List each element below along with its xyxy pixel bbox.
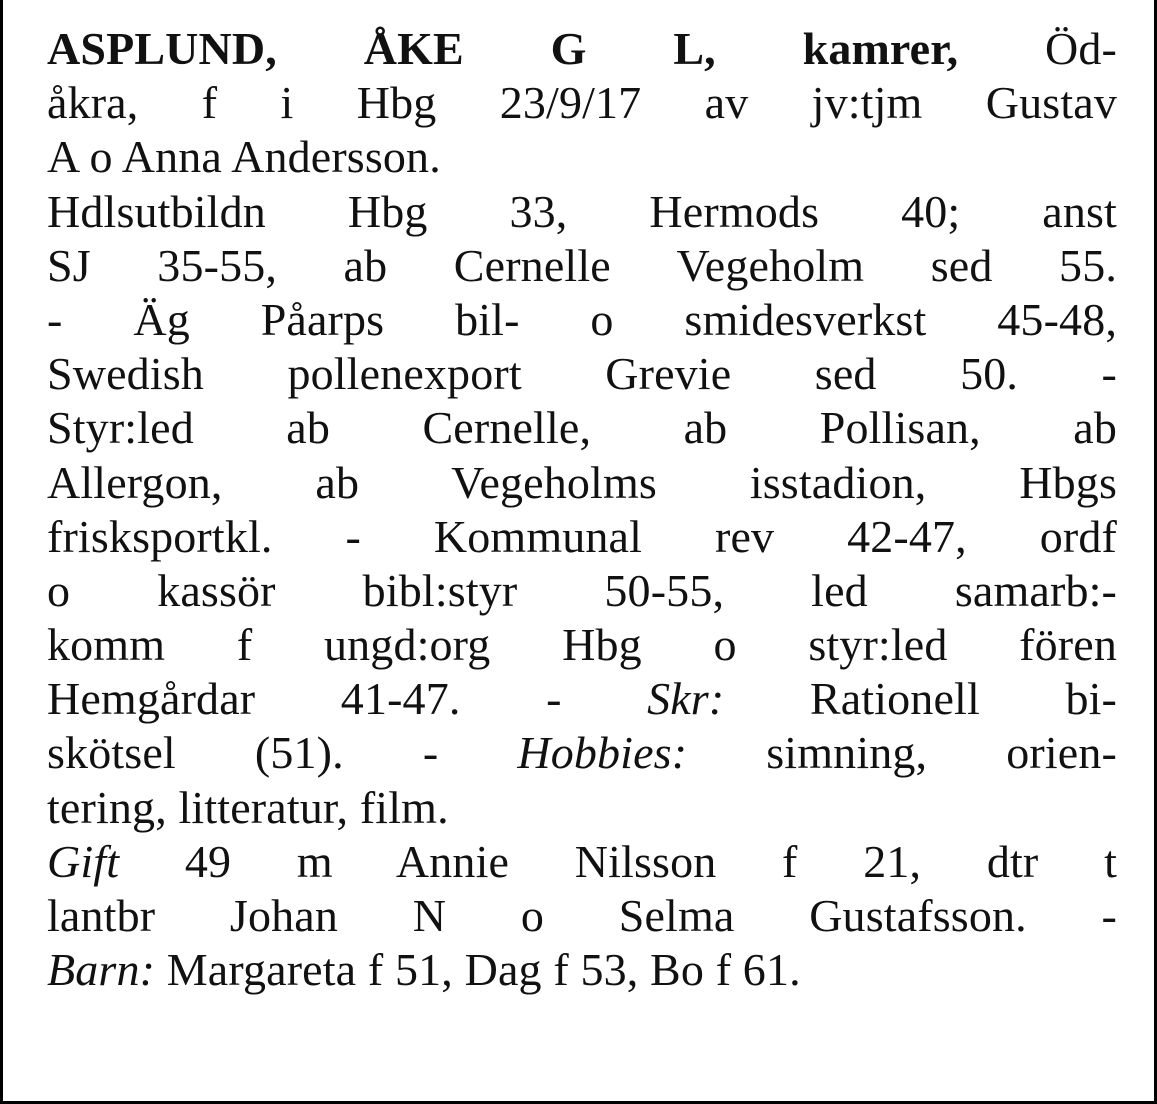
text-line	[47, 130, 1117, 184]
text-segment: Allergon, ab Vegeholms isstadion, Hbgs	[47, 456, 1117, 508]
text-line	[47, 510, 1117, 564]
text-line	[47, 347, 1117, 401]
text-segment: lantbr Johan N o Selma Gustafsson. -	[47, 890, 1117, 941]
text-line	[47, 943, 1117, 997]
section-label: Hobbies:	[517, 727, 688, 779]
text-segment: Öd-	[958, 23, 1117, 74]
text-segment: tering, litteratur, film.	[47, 781, 449, 833]
text-segment: skötsel (51). -	[47, 727, 518, 779]
text-segment: frisksportkl. - Kommunal rev 42-47, ordf	[47, 510, 1117, 562]
text-segment: Swedish pollenexport Grevie sed 50. -	[47, 348, 1117, 400]
text-line	[47, 835, 1117, 889]
text-segment: - Äg Påarps bil- o smidesverkst 45-48,	[47, 293, 1117, 345]
text-line	[47, 781, 1117, 835]
text-line	[47, 239, 1117, 293]
text-segment: Hemgårdar 41-47. -	[47, 673, 648, 725]
text-line	[47, 672, 1117, 726]
text-line	[47, 185, 1117, 239]
text-segment: o kassör bibl:styr 50-55, led samarb:-	[47, 564, 1117, 616]
text-segment: Styr:led ab Cernelle, ab Pollisan, ab	[47, 402, 1117, 454]
text-line	[47, 726, 1117, 780]
text-segment: simning, orien-	[687, 727, 1117, 779]
text-segment: Margareta f 51, Dag f 53, Bo f 61.	[155, 944, 801, 996]
text-line	[47, 22, 1117, 76]
text-segment: 49 m Annie Nilsson f 21, dtr t	[119, 835, 1117, 887]
section-label: Barn:	[47, 944, 156, 996]
text-line	[47, 456, 1117, 510]
text-line	[47, 889, 1117, 943]
text-segment: A o Anna Andersson.	[47, 131, 441, 183]
text-line	[47, 618, 1117, 672]
text-line	[47, 564, 1117, 618]
text-segment: Hdlsutbildn Hbg 33, Hermods 40; anst	[47, 185, 1117, 237]
text-segment: SJ 35-55, ab Cernelle Vegeholm sed 55.	[47, 239, 1117, 291]
biography-entry	[47, 22, 1117, 997]
section-label: Gift	[47, 835, 120, 887]
text-line	[47, 401, 1117, 455]
text-line	[47, 293, 1117, 347]
text-segment: åkra, f i Hbg 23/9/17 av jv:tjm Gustav	[47, 77, 1117, 129]
section-label: Skr:	[647, 673, 725, 725]
text-segment: Rationell bi-	[724, 673, 1117, 725]
entry-heading: ASPLUND, ÅKE G L, kamrer,	[47, 23, 959, 74]
text-line	[47, 76, 1117, 130]
text-segment: komm f ungd:org Hbg o styr:led fören	[47, 619, 1117, 671]
